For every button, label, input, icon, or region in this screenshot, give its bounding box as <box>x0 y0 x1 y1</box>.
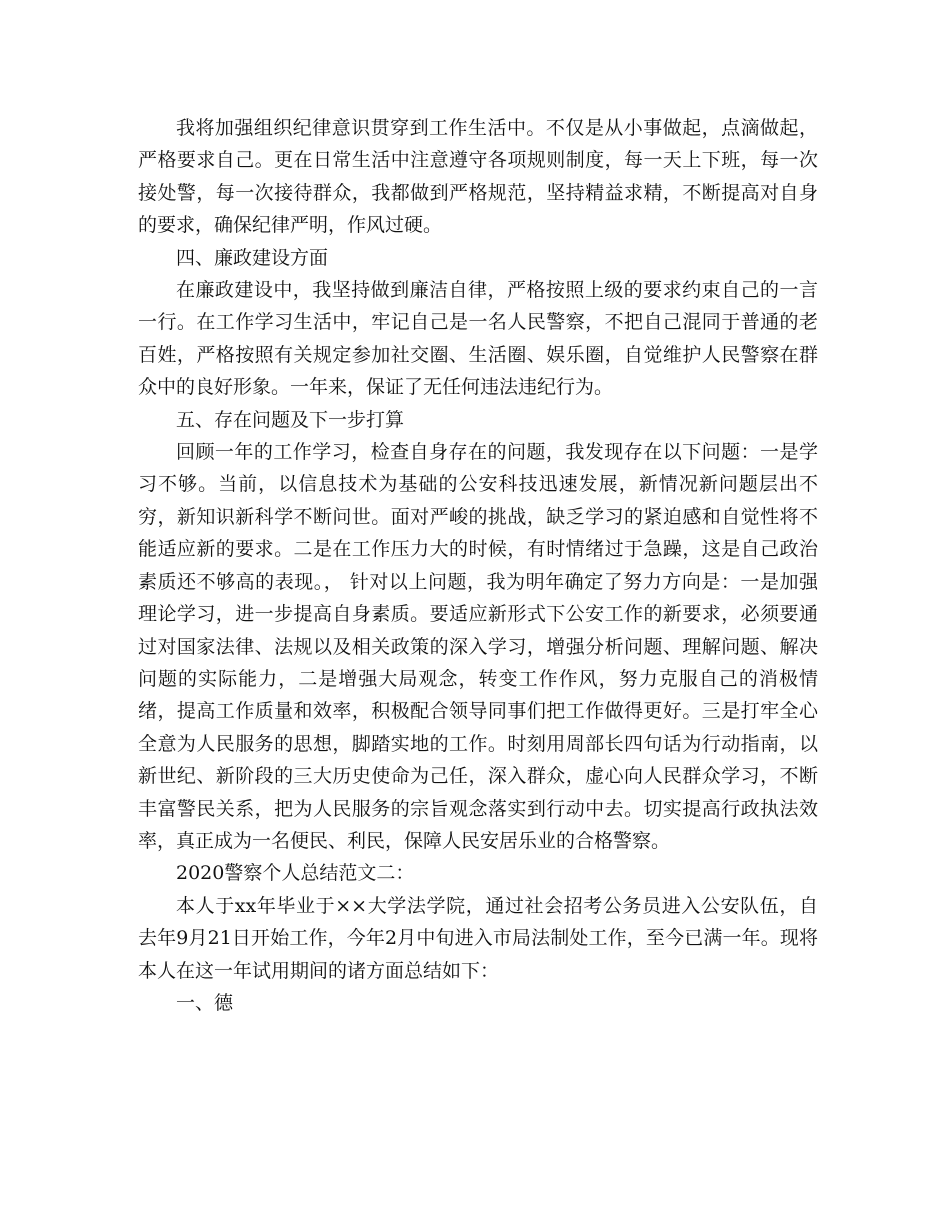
paragraph-intro: 本人于xx年毕业于××大学法学院，通过社会招考公务员进入公安队伍，自去年9月21日开始工作，今年2月中旬进入市局法制处工作，至今已满一年。现将本人在这一年试用期间的诸方面总结如下： <box>138 894 818 982</box>
section-heading-problems: 五、存在问题及下一步打算 <box>176 408 405 431</box>
section-heading-sample-two: 2020警察个人总结范文二： <box>176 862 415 885</box>
paragraph-integrity: 在廉政建设中，我坚持做到廉洁自律，严格按照上级的要求约束自己的一言一行。在工作学习生活中，牢记自己是一名人民警察，不把自己混同于普通的老百姓，严格按照有关规定参加社交圈、生活圈、娱乐圈，自觉维护人民警察在群众中的良好形象。一年来，保证了无任何违法违纪行为。 <box>138 279 818 399</box>
paragraph-discipline: 我将加强组织纪律意识贯穿到工作生活中。不仅是从小事做起，点滴做起，严格要求自己。更在日常生活中注意遵守各项规则制度，每一天上下班，每一次接处警，每一次接待群众，我都做到严格规范，坚持精益求精，不断提高对自身的要求，确保纪律严明，作风过硬。 <box>138 117 818 237</box>
section-heading-integrity: 四、廉政建设方面 <box>176 246 329 269</box>
section-heading-morality: 一、德 <box>176 991 234 1014</box>
paragraph-problems: 回顾一年的工作学习，检查自身存在的问题，我发现存在以下问题：一是学习不够。当前，以信息技术为基础的公安科技迅速发展，新情况新问题层出不穷，新知识新科学不断问世。面对严峻的挑战，缺乏学习的紧迫感和自觉性将不能适应新的要求。二是在工作压力大的时候，有时情绪过于急躁，这是自己政治素质还不够高的表现。， 针对以上问题，我为明年确定了努力方向是：一是加强理论学习，进一步提高自身素质。要适应新形式下公安工作的新要求，必须要通过对国家法律、法规以及相关政策的深入学习，增强分析问题、理解问题、解决问题的实际能力，二是增强大局观念，转变工作作风，努力克服自己的消极情绪，提高工作质量和效率，积极配合领导同事们把工作做得更好。三是打牢全心全意为人民服务的思想，脚踏实地的工作。时刻用周部长四句话为行动指南，以新世纪、新阶段的三大历史使命为己任，深入群众，虚心向人民群众学习，不断丰富警民关系，把为人民服务的宗旨观念落实到行动中去。切实提高行政执法效率，真正成为一名便民、利民，保障人民安居乐业的合格警察。 <box>138 441 818 852</box>
document-body <box>138 112 818 1019</box>
